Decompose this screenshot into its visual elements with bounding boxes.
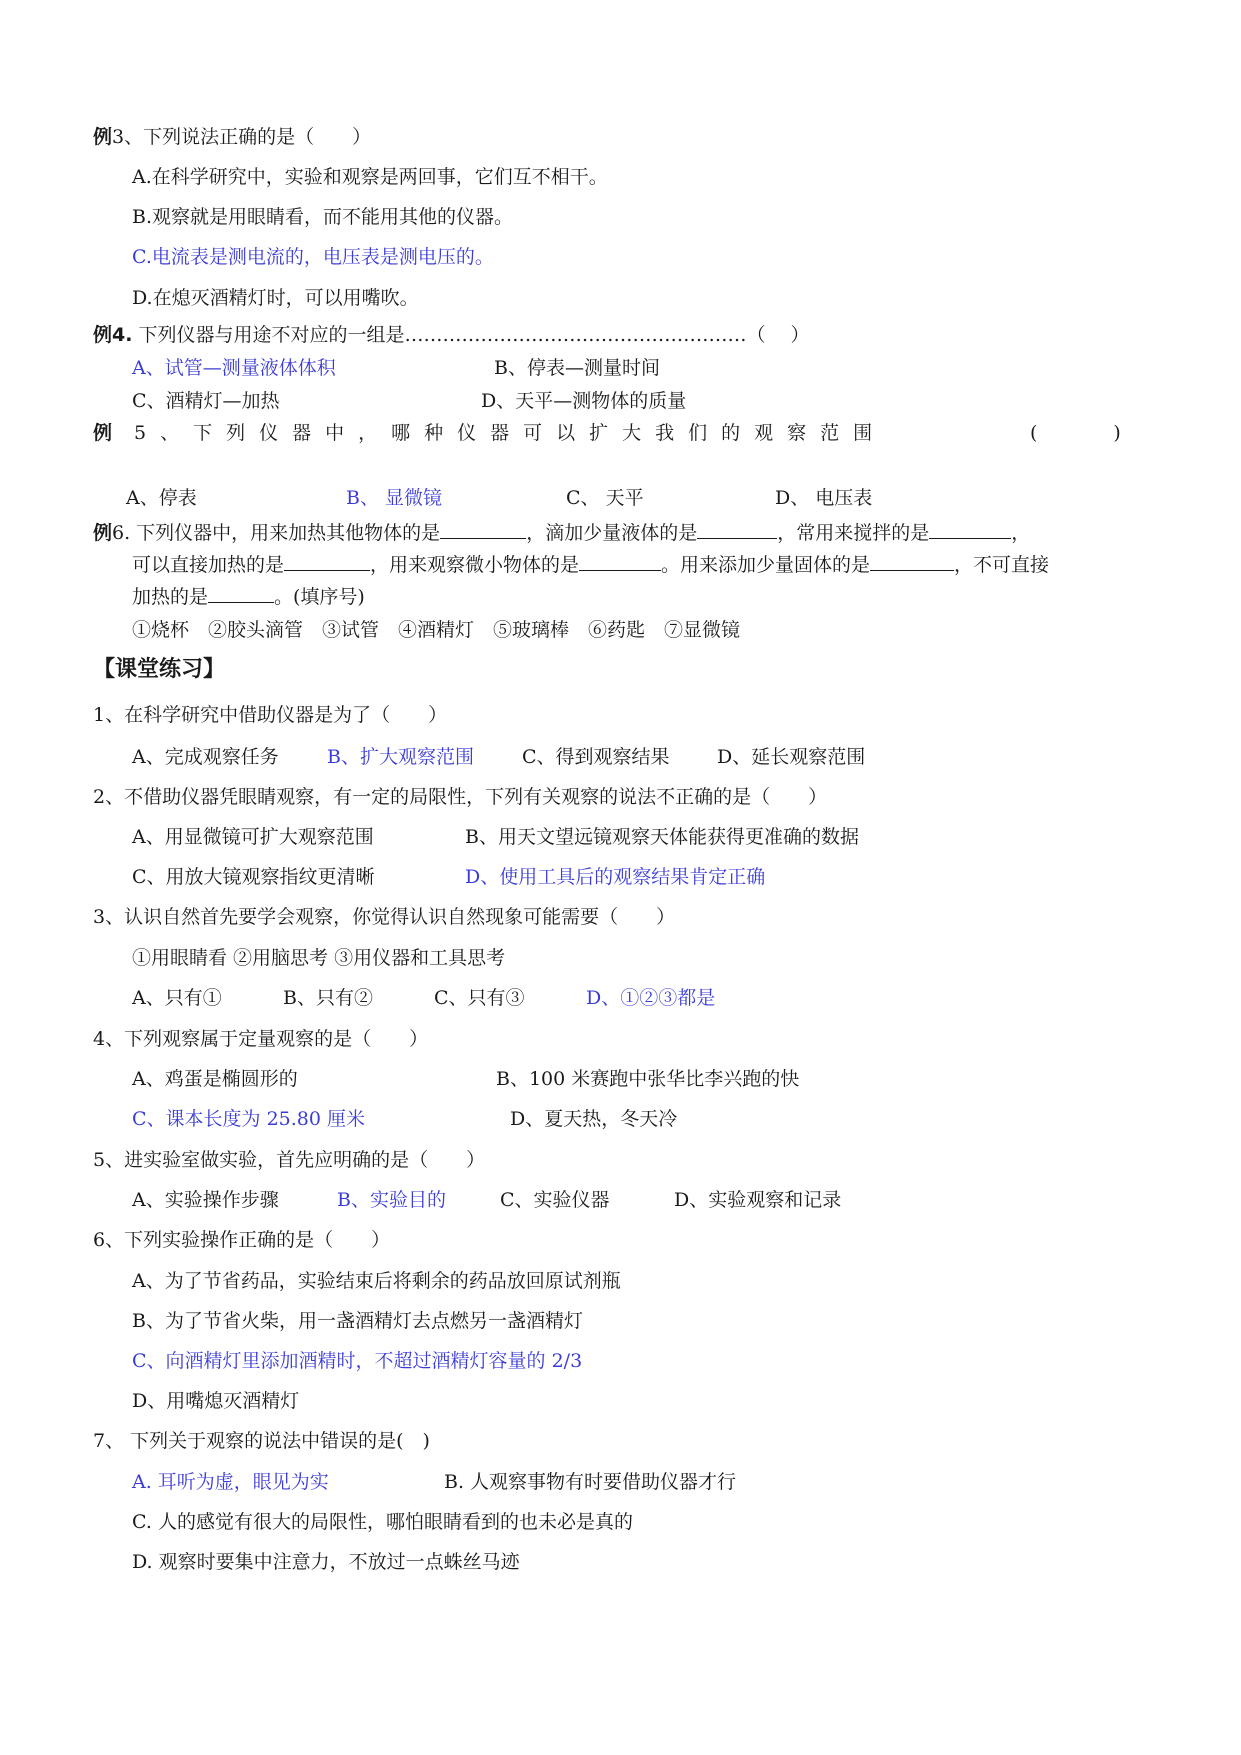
question-text: ，滴加少量液体的是 xyxy=(526,522,698,544)
q4-option-b: B、100 米赛跑中张华比李兴跑的快 xyxy=(496,1068,800,1090)
example-3-option-a: A.在科学研究中，实验和观察是两回事，它们互不相干。 xyxy=(132,166,608,188)
answer-blank[interactable] xyxy=(440,520,526,539)
question-text: 。用来添加少量固体的是 xyxy=(661,554,871,576)
example-5-option-c: C、 天平 xyxy=(566,487,644,509)
example-5-option-b-answer: B、 显微镜 xyxy=(346,487,443,509)
q3-option-d-answer: D、①②③都是 xyxy=(586,987,716,1009)
q4-stem: 4、下列观察属于定量观察的是（ ） xyxy=(93,1028,429,1050)
example-label: 例 xyxy=(93,422,113,444)
question-text: 加热的是 xyxy=(132,586,209,608)
question-text: 6. 下列仪器中，用来加热其他物体的是 xyxy=(112,522,441,544)
q1-option-d: D、延长观察范围 xyxy=(717,746,866,768)
answer-blank[interactable] xyxy=(929,520,1011,539)
example-5-option-a: A、停表 xyxy=(126,487,197,509)
q2-option-d-answer: D、使用工具后的观察结果肯定正确 xyxy=(465,866,766,888)
q7-option-c: C. 人的感觉有很大的局限性，哪怕眼睛看到的也未必是真的 xyxy=(132,1511,633,1533)
q3-stem: 3、认识自然首先要学会观察，你觉得认识自然现象可能需要（ ） xyxy=(93,906,676,928)
q2-option-c: C、用放大镜观察指纹更清晰 xyxy=(132,866,375,888)
answer-blank[interactable] xyxy=(579,552,661,571)
example-6-line-2 xyxy=(132,552,1049,577)
q7-option-a-answer: A. 耳听为虚，眼见为实 xyxy=(132,1471,329,1493)
q7-stem: 7、 下列关于观察的说法中错误的是( ) xyxy=(93,1430,430,1452)
q3-option-a: A、只有① xyxy=(132,987,222,1009)
example-4-stem xyxy=(93,323,810,347)
section-title: 【课堂练习】 xyxy=(93,657,226,682)
question-text: 5、下列仪器中，哪种仪器可以扩大我们的观察范围 xyxy=(134,422,887,444)
example-6-line-1 xyxy=(93,520,1030,545)
question-text: 下列仪器与用途不对应的一组是………………………………………………（ ） xyxy=(138,324,810,346)
example-3-option-d: D.在熄灭酒精灯时，可以用嘴吹。 xyxy=(132,287,419,309)
q4-option-a: A、鸡蛋是椭圆形的 xyxy=(132,1068,298,1090)
q5-option-a: A、实验操作步骤 xyxy=(132,1189,279,1211)
example-6-items: ①烧杯 ②胶头滴管 ③试管 ④酒精灯 ⑤玻璃棒 ⑥药匙 ⑦显微镜 xyxy=(132,619,741,641)
answer-blank[interactable] xyxy=(208,584,274,603)
q5-option-d: D、实验观察和记录 xyxy=(674,1189,842,1211)
q4-option-c-answer: C、课本长度为 25.80 厘米 xyxy=(132,1108,366,1130)
question-text: 可以直接加热的是 xyxy=(132,554,285,576)
q1-option-c: C、得到观察结果 xyxy=(522,746,670,768)
q7-option-b: B. 人观察事物有时要借助仪器才行 xyxy=(444,1471,737,1493)
q2-option-b: B、用天文望远镜观察天体能获得更准确的数据 xyxy=(465,826,859,848)
question-text: ，常用来搅拌的是 xyxy=(777,522,930,544)
example-6-line-3 xyxy=(132,584,365,609)
example-3-stem xyxy=(93,125,371,149)
answer-blank[interactable] xyxy=(284,552,370,571)
q7-option-d: D. 观察时要集中注意力，不放过一点蛛丝马迹 xyxy=(132,1551,520,1573)
example-5-option-d: D、 电压表 xyxy=(775,487,873,509)
q1-option-a: A、完成观察任务 xyxy=(132,746,279,768)
q3-option-b: B、只有② xyxy=(283,987,373,1009)
q6-option-d: D、用嘴熄灭酒精灯 xyxy=(132,1390,300,1412)
q5-stem: 5、进实验室做实验，首先应明确的是（ ） xyxy=(93,1149,486,1171)
q6-option-a: A、为了节省药品，实验结束后将剩余的药品放回原试剂瓶 xyxy=(132,1270,621,1292)
example-5-paren: ( ) xyxy=(1030,422,1121,444)
example-4-option-b: B、停表—测量时间 xyxy=(494,357,660,379)
example-5-stem xyxy=(93,421,886,445)
q6-stem: 6、下列实验操作正确的是（ ） xyxy=(93,1229,391,1251)
question-text: ，不可直接 xyxy=(954,554,1050,576)
q5-option-b-answer: B、实验目的 xyxy=(337,1189,446,1211)
question-text: 3、下列说法正确的是（ ） xyxy=(112,126,372,148)
q3-option-c: C、只有③ xyxy=(434,987,525,1009)
example-4-option-a-answer: A、试管—测量液体体积 xyxy=(132,357,336,379)
q5-option-c: C、实验仪器 xyxy=(500,1189,610,1211)
question-text: 。(填序号) xyxy=(274,586,365,608)
question-text: ， xyxy=(1011,522,1031,544)
q3-items: ①用眼睛看 ②用脑思考 ③用仪器和工具思考 xyxy=(132,947,506,969)
answer-blank[interactable] xyxy=(697,520,777,539)
q1-option-b-answer: B、扩大观察范围 xyxy=(327,746,474,768)
example-label: 例4. xyxy=(93,324,133,346)
example-3-option-c-answer: C.电流表是测电流的，电压表是测电压的。 xyxy=(132,246,494,268)
q6-option-c-answer: C、向酒精灯里添加酒精时，不超过酒精灯容量的 2/3 xyxy=(132,1350,583,1372)
q1-stem: 1、在科学研究中借助仪器是为了（ ） xyxy=(93,704,448,726)
q4-option-d: D、夏天热，冬天冷 xyxy=(510,1108,678,1130)
example-label: 例 xyxy=(93,126,113,148)
example-4-option-c: C、酒精灯—加热 xyxy=(132,390,280,412)
example-3-option-b: B.观察就是用眼睛看，而不能用其他的仪器。 xyxy=(132,206,514,228)
question-text: ，用来观察微小物体的是 xyxy=(370,554,580,576)
q2-stem: 2、不借助仪器凭眼睛观察，有一定的局限性，下列有关观察的说法不正确的是（ ） xyxy=(93,786,828,808)
example-label: 例 xyxy=(93,522,113,544)
q2-option-a: A、用显微镜可扩大观察范围 xyxy=(132,826,374,848)
q6-option-b: B、为了节省火柴，用一盏酒精灯去点燃另一盏酒精灯 xyxy=(132,1310,583,1332)
example-4-option-d: D、天平—测物体的质量 xyxy=(481,390,687,412)
answer-blank[interactable] xyxy=(870,552,954,571)
